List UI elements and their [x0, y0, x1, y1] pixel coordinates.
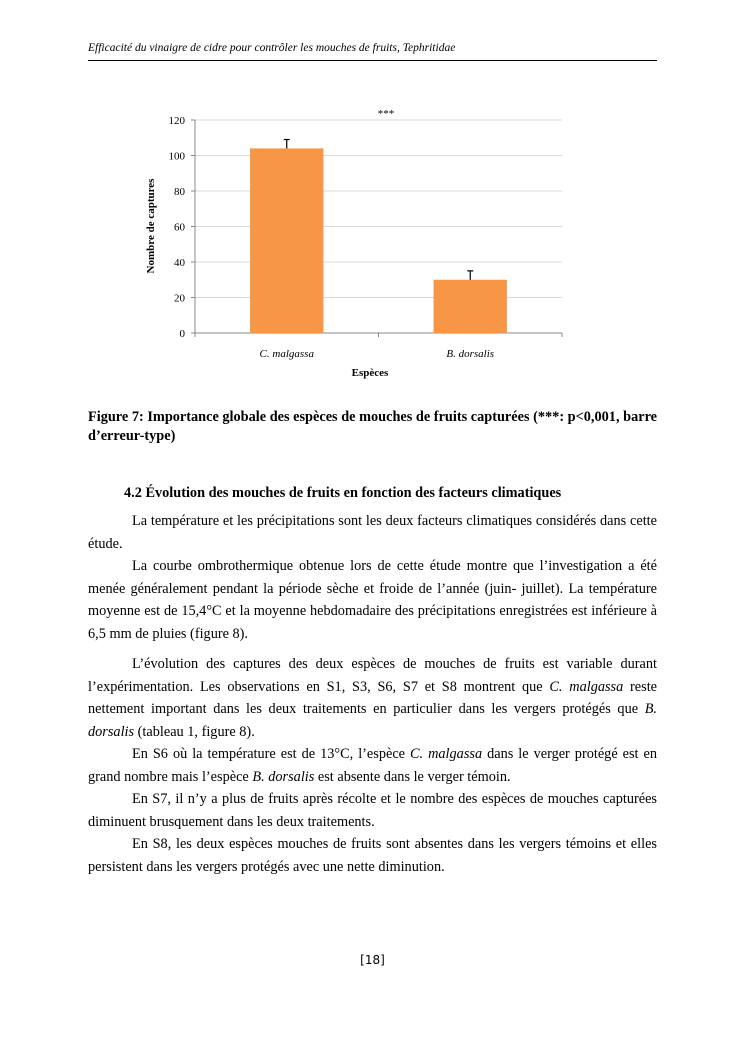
y-tick-label: 40 — [174, 257, 185, 269]
x-axis-ticks — [195, 333, 562, 337]
y-tick-label: 60 — [174, 221, 185, 234]
figure-caption: Figure 7: Importance globale des espèces de mouches de fruits capturées (***: p<0,001, barre d’erreur-type) — [88, 409, 657, 444]
paragraph-3-text-a: L’évolution des captures des deux espèces de mouches de fruits est variable durant l’expérimentation. Les observations en S1, S3, S6, S7 et S8 montrent que — [88, 656, 657, 695]
bars — [250, 148, 507, 333]
section-heading: 4.2 Évolution des mouches de fruits en fonction des facteurs climatiques — [124, 485, 562, 501]
body-block-1 — [88, 510, 657, 645]
significance-annotation: *** — [377, 108, 395, 120]
paragraph-5: En S7, il n’y a plus de fruits après récolte et le nombre des espèces de mouches capturées diminuent brusquement dans les deux traitements. — [88, 791, 657, 830]
paragraph-4-text-a: En S6 où la température est de 13°C, l’espèce — [132, 746, 410, 762]
bar-chart — [130, 95, 590, 390]
species-name: C. malgassa — [549, 678, 624, 695]
y-axis-title: Nombre de captures — [145, 178, 157, 274]
paragraph-2: La courbe ombrothermique obtenue lors de cette étude montre que l’investigation a été menée généralement pendant la période sèche et froide de l’année (juin- juillet). La température moyenne est de 15,4°C et la moyenne hebdomadaire des précipitations enregistrées est inférieure à 6,5 mm de pluies (figure 8). — [88, 558, 657, 642]
body-block-2 — [88, 653, 657, 878]
paragraph-6: En S8, les deux espèces mouches de fruits sont absentes dans les vergers témoins et elles persistent dans les vergers protégés avec une nette diminution. — [88, 836, 657, 875]
x-axis-title: Espèces — [351, 367, 389, 379]
paragraph-4-text-c: dans le verger protégé est en grand nombre mais l’espèce — [88, 746, 658, 785]
x-tick-label: C. malgassa — [259, 348, 314, 360]
x-tick-label: B. dorsalis — [446, 348, 495, 360]
bar — [434, 280, 507, 333]
y-tick-label: 20 — [174, 292, 185, 305]
paragraph-1: La température et les précipitations sont les deux facteurs climatiques considérés dans cette étude. — [88, 513, 657, 552]
y-tick-label: 100 — [168, 150, 185, 163]
paragraph-4 — [88, 743, 657, 788]
bar — [250, 148, 323, 333]
species-name: B. dorsalis — [88, 701, 657, 740]
header-rule — [88, 60, 657, 61]
paragraph-4-text-e: est absente dans le verger témoin. — [314, 768, 511, 785]
y-tick-label: 0 — [179, 328, 185, 340]
species-name: C. malgassa — [410, 746, 483, 762]
x-tick-labels — [260, 348, 495, 360]
running-header: Efficacité du vinaigre de cidre pour contrôler les mouches de fruits, Tephritidae — [88, 42, 456, 54]
y-tick-label: 80 — [174, 186, 185, 198]
page-number: [18] — [360, 953, 385, 967]
paragraph-3-text-e: (tableau 1, figure 8). — [134, 723, 255, 740]
bar-chart-svg — [130, 95, 590, 385]
y-axis-ticks — [169, 115, 196, 340]
y-tick-label: 120 — [168, 115, 185, 127]
paragraph-3-text-c: reste nettement important dans les deux traitements en particulier dans les vergers protégés que — [88, 678, 658, 717]
species-name: B. dorsalis — [252, 768, 315, 785]
paragraph-3 — [88, 653, 657, 743]
